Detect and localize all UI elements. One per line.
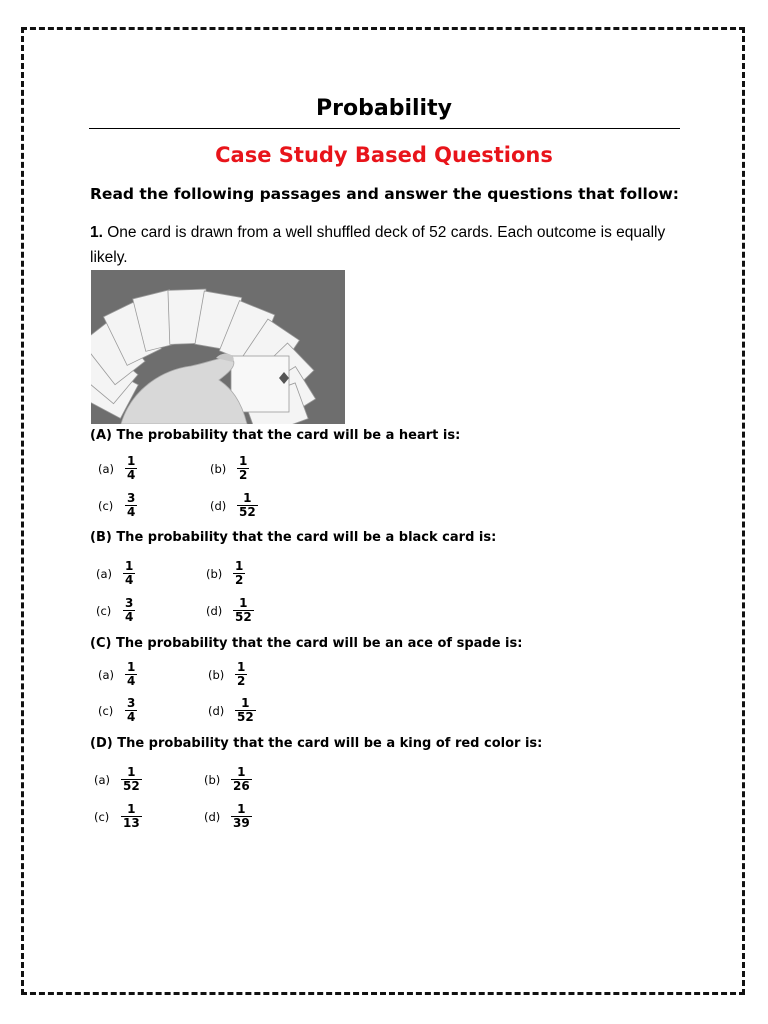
denominator: 26 <box>233 779 250 793</box>
numerator: 1 <box>241 696 250 710</box>
numerator: 1 <box>243 491 252 505</box>
numerator: 1 <box>239 596 248 610</box>
question-c-option-c <box>98 697 137 724</box>
numerator: 3 <box>125 596 134 610</box>
question-a-option-a <box>98 455 137 482</box>
page-title: Probability <box>316 96 452 121</box>
numerator: 1 <box>127 765 136 779</box>
fraction <box>121 766 142 793</box>
numerator: 1 <box>125 559 134 573</box>
denominator: 13 <box>123 816 140 830</box>
fraction <box>123 560 135 587</box>
denominator: 52 <box>235 610 252 624</box>
fraction <box>235 697 256 724</box>
passage-text: One card is drawn from a well shuffled deck of 52 cards. Each outcome is equally likely. <box>90 224 666 266</box>
option-label: (d) <box>210 498 227 513</box>
denominator: 39 <box>233 816 250 830</box>
question-d-title: (D) The probability that the card will be a king of red color is: <box>90 736 543 751</box>
question-b-option-d <box>206 597 254 624</box>
numerator: 3 <box>127 696 136 710</box>
question-d-option-d <box>204 803 252 830</box>
question-d-option-c <box>94 803 142 830</box>
denominator: 2 <box>239 468 248 482</box>
question-a-option-c <box>98 492 137 519</box>
fraction <box>237 492 258 519</box>
denominator: 4 <box>125 573 134 587</box>
numerator: 1 <box>235 559 244 573</box>
numerator: 1 <box>239 454 248 468</box>
option-label: (c) <box>96 603 112 618</box>
option-label: (d) <box>206 603 223 618</box>
fraction <box>125 661 137 688</box>
numerator: 1 <box>127 454 136 468</box>
option-label: (b) <box>208 667 225 682</box>
denominator: 2 <box>235 573 244 587</box>
fraction <box>233 597 254 624</box>
option-label: (a) <box>98 667 115 682</box>
option-label: (b) <box>210 461 227 476</box>
question-c-option-d <box>208 697 256 724</box>
fraction <box>125 455 137 482</box>
option-label: (c) <box>98 498 114 513</box>
question-c-option-b <box>208 661 247 688</box>
playing-cards-fan-photo <box>91 270 345 424</box>
option-label: (a) <box>94 772 111 787</box>
passage <box>90 220 670 270</box>
denominator: 4 <box>127 505 136 519</box>
denominator: 4 <box>127 710 136 724</box>
denominator: 52 <box>123 779 140 793</box>
numerator: 1 <box>237 765 246 779</box>
denominator: 4 <box>127 674 136 688</box>
instruction-text: Read the following passages and answer the questions that follow: <box>90 185 679 203</box>
question-a-title: (A) The probability that the card will be a heart is: <box>90 428 461 443</box>
option-label: (d) <box>204 809 221 824</box>
fraction <box>121 803 142 830</box>
fraction <box>123 597 135 624</box>
numerator: 1 <box>127 660 136 674</box>
question-a-option-b <box>210 455 249 482</box>
section-subtitle: Case Study Based Questions <box>215 143 553 167</box>
fraction <box>125 697 137 724</box>
denominator: 4 <box>127 468 136 482</box>
option-label: (a) <box>96 566 113 581</box>
numerator: 1 <box>237 802 246 816</box>
passage-number: 1. <box>90 224 103 241</box>
denominator: 2 <box>237 674 246 688</box>
fraction <box>235 661 247 688</box>
numerator: 1 <box>127 802 136 816</box>
question-b-option-c <box>96 597 135 624</box>
option-label: (c) <box>98 703 114 718</box>
denominator: 52 <box>237 710 254 724</box>
fraction <box>231 766 252 793</box>
option-label: (b) <box>204 772 221 787</box>
numerator: 3 <box>127 491 136 505</box>
option-label: (a) <box>98 461 115 476</box>
question-b-title: (B) The probability that the card will be a black card is: <box>90 530 497 545</box>
option-label: (c) <box>94 809 110 824</box>
denominator: 4 <box>125 610 134 624</box>
question-d-option-b <box>204 766 252 793</box>
fraction <box>231 803 252 830</box>
option-label: (b) <box>206 566 223 581</box>
denominator: 52 <box>239 505 256 519</box>
fraction <box>237 455 249 482</box>
question-b-option-b <box>206 560 245 587</box>
question-c-option-a <box>98 661 137 688</box>
fraction <box>233 560 245 587</box>
title-divider <box>89 128 680 129</box>
fraction <box>125 492 137 519</box>
question-c-title: (C) The probability that the card will be an ace of spade is: <box>90 636 523 651</box>
question-b-option-a <box>96 560 135 587</box>
option-label: (d) <box>208 703 225 718</box>
question-a-option-d <box>210 492 258 519</box>
question-d-option-a <box>94 766 142 793</box>
numerator: 1 <box>237 660 246 674</box>
